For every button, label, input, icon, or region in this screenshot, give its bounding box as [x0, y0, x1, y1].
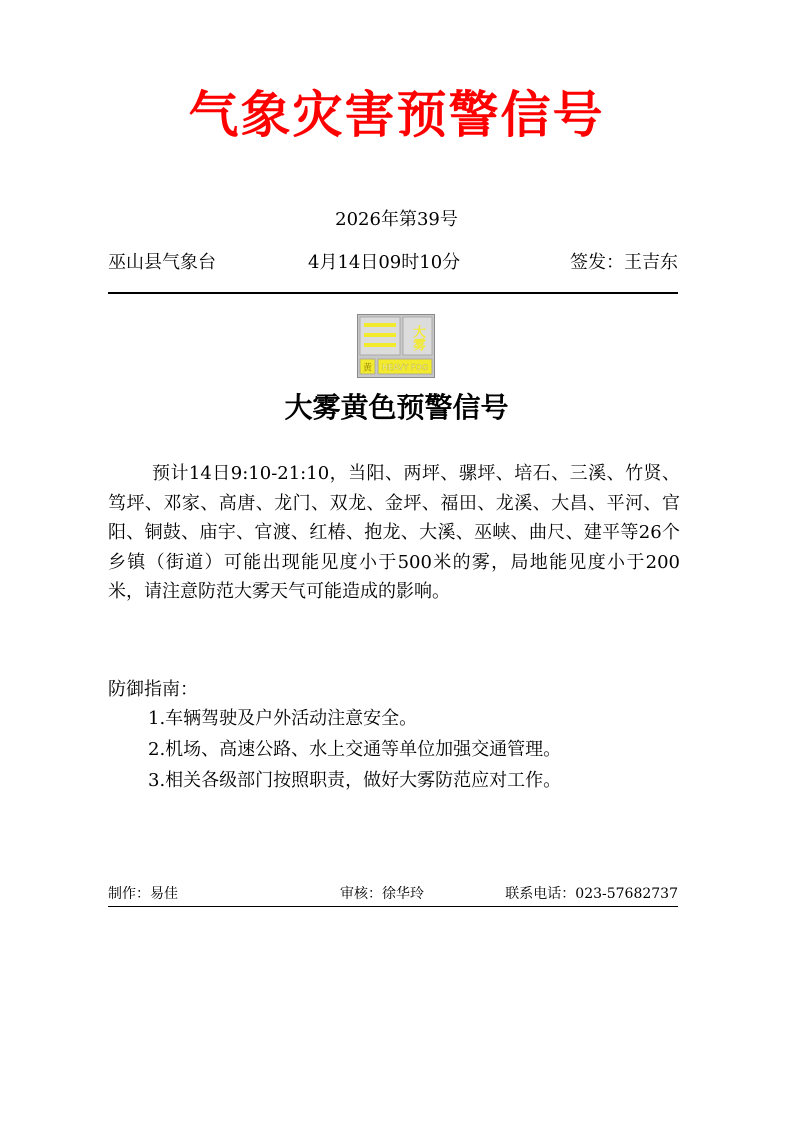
guide-item: 3.相关各级部门按照职责，做好大雾防范应对工作。 — [148, 770, 562, 791]
guide-list — [148, 703, 688, 796]
heavy-fog-yellow-signal-icon — [357, 314, 435, 378]
footer-maker: 制作：易佳 — [108, 886, 178, 902]
warning-content: 预计14日9:10-21:10，当阳、两坪、骡坪、培石、三溪、竹贤、笃坪、邓家、高唐、龙门、双龙、金坪、福田、龙溪、大昌、平河、官阳、铜鼓、庙宇、官渡、红椿、抱龙、大溪、巫峡、曲尺、建平等26个乡镇（街道）可能出现能见度小于500米的雾，局地能见度小于200米，请注意防范大雾天气可能造成的影响。 — [108, 463, 680, 602]
guide-title: 防御指南： — [108, 679, 198, 700]
signal-icon-text: 大雾 — [410, 325, 425, 351]
guide-item: 1.车辆驾驶及户外活动注意安全。 — [148, 708, 418, 729]
issue-number: 2026年第39号 — [335, 209, 458, 230]
guide-item: 2.机场、高速公路、水上交通等单位加强交通管理。 — [148, 739, 562, 760]
footer-divider — [108, 906, 678, 907]
footer-contact: 联系电话：023-57682737 — [505, 886, 678, 902]
signer: 签发：王吉东 — [570, 252, 678, 273]
warning-title: 大雾黄色预警信号 — [284, 391, 509, 424]
header-divider — [108, 292, 678, 294]
main-title: 气象灾害预警信号 — [188, 85, 605, 144]
footer-reviewer: 审核：徐华玲 — [340, 886, 424, 902]
issue-time: 4月14日09时10分 — [308, 252, 461, 273]
signal-icon-label: HEAVY FOG — [381, 363, 429, 372]
issuer: 巫山县气象台 — [108, 252, 216, 273]
signal-icon-seal: 黄 — [362, 363, 373, 374]
